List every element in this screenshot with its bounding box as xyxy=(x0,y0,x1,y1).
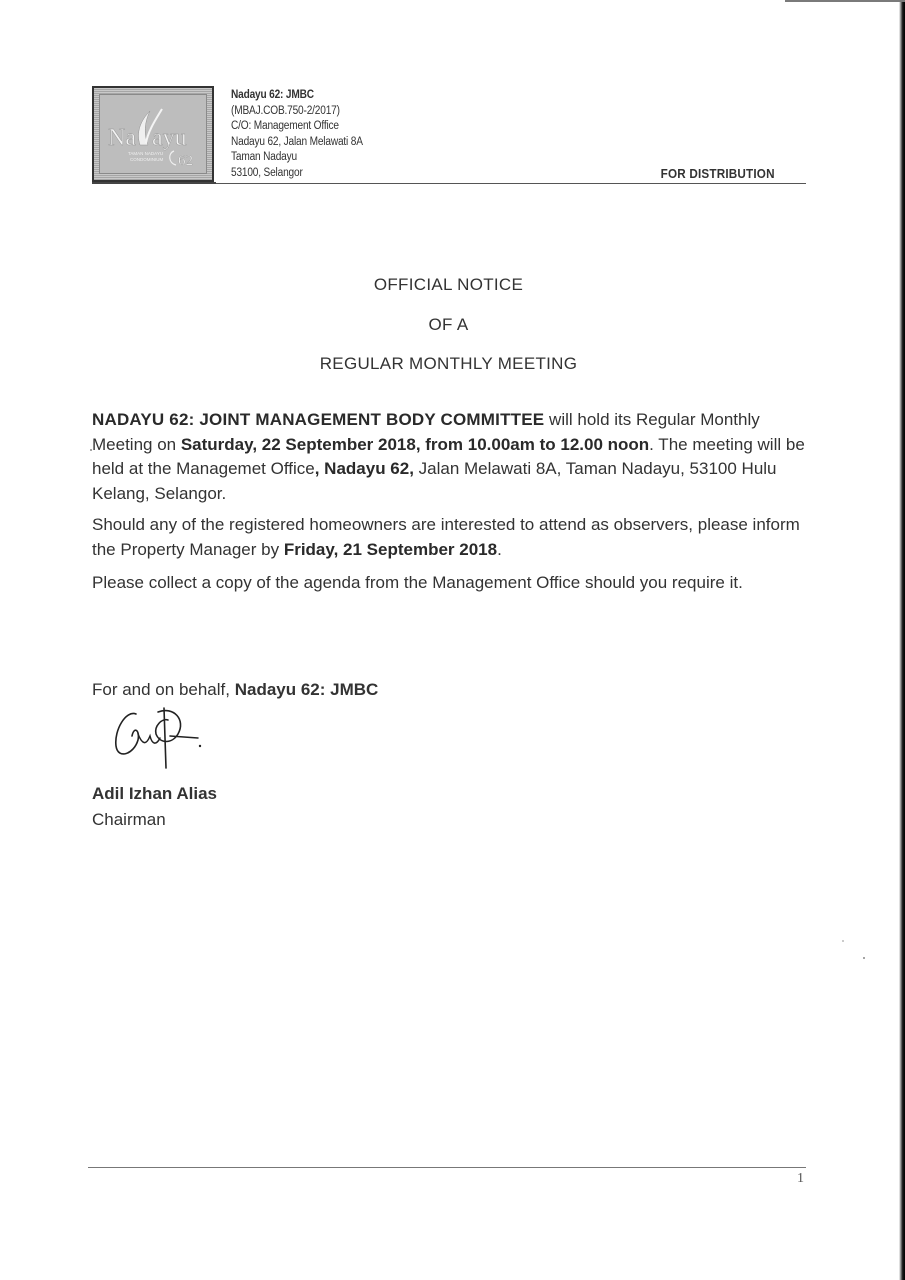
meeting-paragraph xyxy=(92,408,812,506)
footer-rule xyxy=(88,1167,806,1168)
scan-speck xyxy=(842,940,844,942)
notice-title-line-1: OFFICIAL NOTICE xyxy=(373,275,524,294)
svg-text:62: 62 xyxy=(178,153,193,169)
para1-text-1: will hold its Regular Monthly Meeting on xyxy=(92,410,760,454)
address-line-area: Taman Nadayu xyxy=(231,151,297,163)
scan-edge-right xyxy=(899,0,905,1280)
nadayu-logo xyxy=(92,86,214,182)
logo-graphic xyxy=(100,95,210,177)
para1-text-3: Jalan Melawati 8A, Taman Nadayu, 53100 Hulu Kelang, Selangor. xyxy=(92,459,777,503)
committee-name: NADAYU 62: JOINT MANAGEMENT BODY COMMITTEE xyxy=(92,410,545,429)
header-rule xyxy=(216,183,806,184)
header-address-block xyxy=(231,88,363,181)
distribution-label: FOR DISTRIBUTION xyxy=(660,166,775,181)
svg-text:TAMAN NADAYU: TAMAN NADAYU xyxy=(128,151,164,156)
agenda-paragraph: Please collect a copy of the agenda from the Management Office should you require it. xyxy=(92,573,743,592)
notice-title-line-3: REGULAR MONTHLY MEETING xyxy=(319,354,578,373)
logo-underline xyxy=(92,182,216,184)
para1-text-2: . The meeting will be held at the Managemet Office xyxy=(92,434,805,478)
inform-deadline: Friday, 21 September 2018 xyxy=(283,539,498,559)
address-line-org: Nadayu 62: JMBC xyxy=(231,89,314,101)
behalf-prefix: For and on behalf, xyxy=(92,680,235,699)
svg-text:Na: Na xyxy=(108,125,136,151)
notice-title-line-2: OF A xyxy=(428,315,469,334)
svg-text:CONDOMINIUM: CONDOMINIUM xyxy=(130,157,164,162)
address-line-co: C/O: Management Office xyxy=(231,120,339,132)
para2-text-1: Should any of the registered homeowners are interested to attend as observers, please inform the Property Manager by xyxy=(92,515,800,559)
address-line-ref: (MBAJ.COB.750-2/2017) xyxy=(231,104,340,117)
behalf-org: Nadayu 62: JMBC xyxy=(234,680,379,699)
scan-edge-top xyxy=(785,0,905,2)
scan-speck xyxy=(90,449,92,451)
meeting-date-time: Saturday, 22 September 2018, from 10.00am to 12.00 noon xyxy=(180,434,650,454)
handwritten-signature xyxy=(108,700,208,775)
logo-background xyxy=(99,94,207,174)
address-line-postcode: 53100, Selangor xyxy=(231,166,303,179)
signer-title: Chairman xyxy=(92,810,166,829)
para2-text-2: . xyxy=(497,539,502,559)
observers-paragraph xyxy=(92,513,812,562)
signer-name: Adil Izhan Alias xyxy=(92,784,218,803)
page-number: 1 xyxy=(797,1171,804,1186)
scan-speck xyxy=(863,957,865,959)
meeting-venue: , Nadayu 62, xyxy=(314,459,414,478)
behalf-line xyxy=(92,680,378,700)
svg-text:ayu: ayu xyxy=(152,125,187,151)
address-line-street: Nadayu 62, Jalan Melawati 8A xyxy=(231,135,363,148)
